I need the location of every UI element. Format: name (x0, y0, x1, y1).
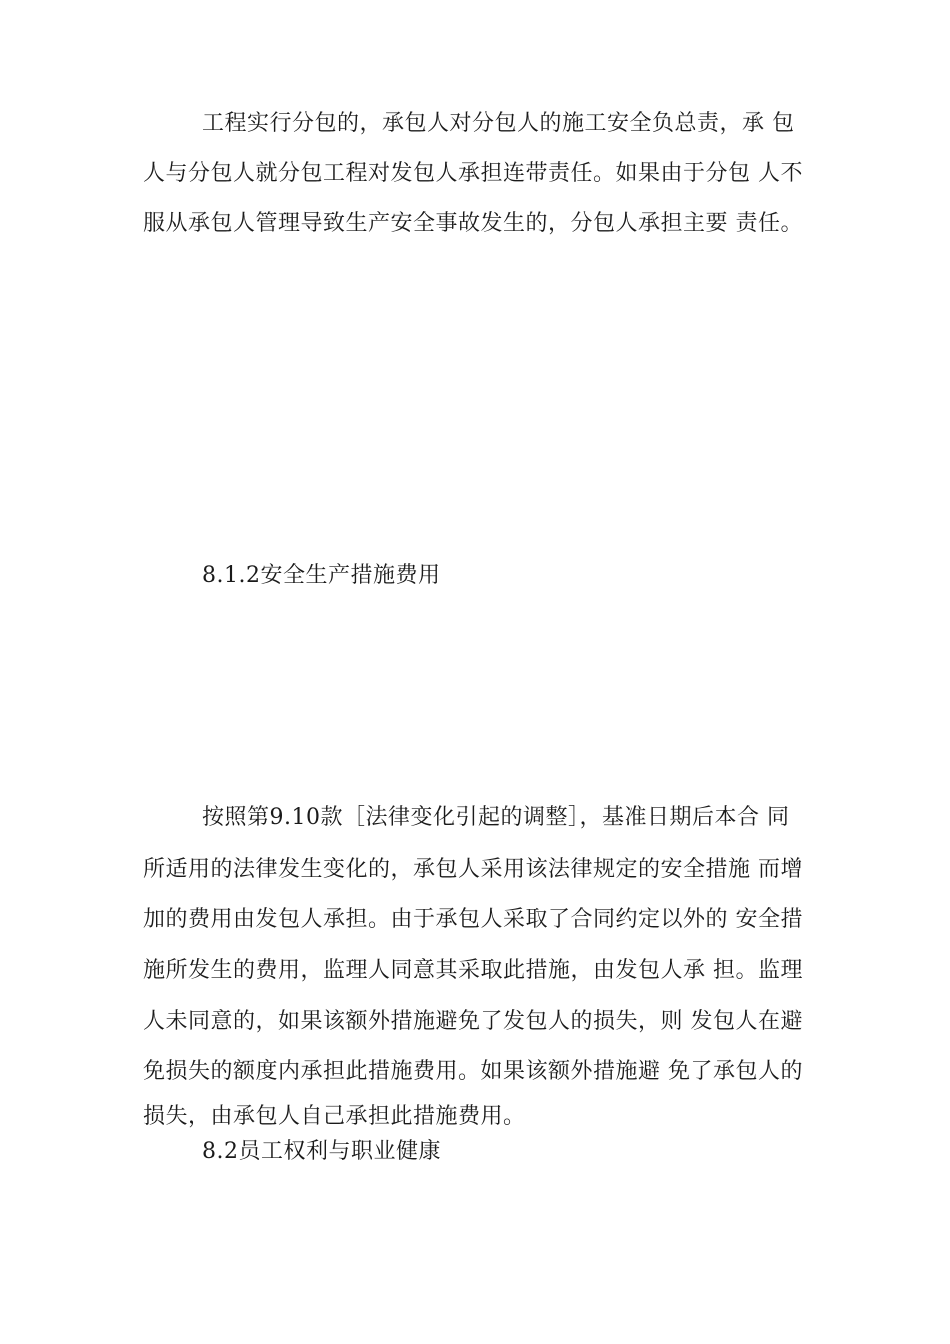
paragraph-2-line-7: 损失，由承包人自己承担此措施费用。 (143, 1104, 526, 1129)
paragraph-2-line-6: 免损失的额度内承担此措施费用。如果该额外措施避 免了承包人的 (143, 1059, 803, 1084)
section-heading-8-1-2: 8.1.2安全生产措施费用 (202, 563, 441, 588)
paragraph-1-line-3: 服从承包人管理导致生产安全事故发生的，分包人承担主要 责任。 (143, 211, 803, 236)
paragraph-2-line-4: 施所发生的费用，监理人同意其采取此措施，由发包人承 担。监理 (143, 958, 803, 983)
paragraph-2-line-3: 加的费用由发包人承担。由于承包人采取了合同约定以外的 安全措 (143, 907, 803, 932)
paragraph-2-line-1: 按照第9.10款［法律变化引起的调整］，基准日期后本合 同 (202, 805, 790, 830)
paragraph-1-line-1: 工程实行分包的，承包人对分包人的施工安全负总责，承 包 (202, 111, 795, 136)
paragraph-2-line-2: 所适用的法律发生变化的，承包人采用该法律规定的安全措施 而增 (143, 857, 803, 882)
paragraph-1-line-2: 人与分包人就分包工程对发包人承担连带责任。如果由于分包 人不 (143, 161, 803, 186)
section-heading-8-2: 8.2员工权利与职业健康 (202, 1139, 441, 1164)
paragraph-2-line-5: 人未同意的，如果该额外措施避免了发包人的损失，则 发包人在避 (143, 1009, 803, 1034)
